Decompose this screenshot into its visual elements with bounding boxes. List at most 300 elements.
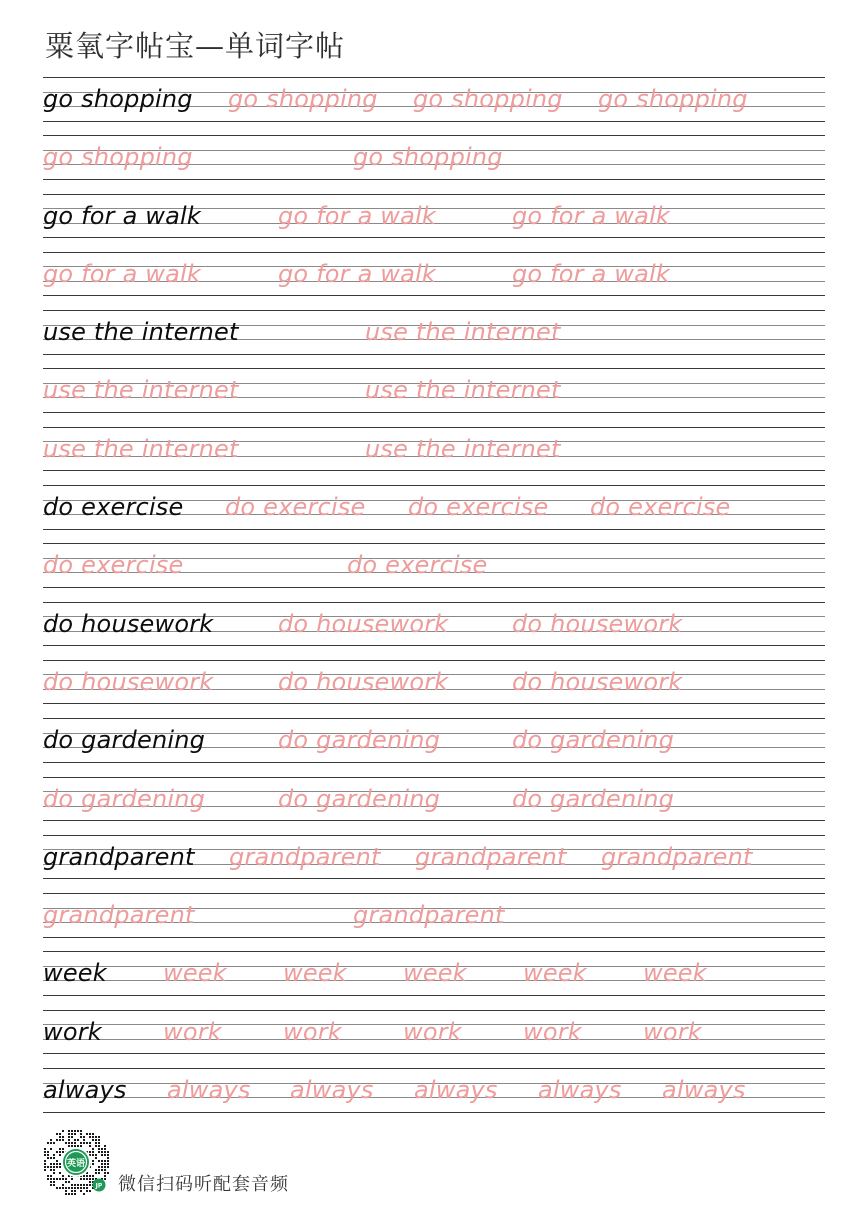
trace-word: go for a walk: [512, 201, 671, 230]
writing-row: [43, 194, 825, 252]
writing-row: [43, 602, 825, 660]
ruling-line: [43, 660, 825, 661]
qr-module: [80, 1145, 82, 1147]
qr-module: [107, 1172, 109, 1174]
ruling-line: [43, 878, 825, 879]
qr-module: [77, 1145, 79, 1147]
qr-module: [98, 1151, 100, 1153]
qr-module: [59, 1163, 61, 1165]
qr-module: [50, 1169, 52, 1171]
qr-module: [104, 1178, 106, 1180]
trace-word: go for a walk: [278, 201, 437, 230]
qr-module: [83, 1142, 85, 1144]
qr-module: [86, 1184, 88, 1186]
qr-module: [92, 1178, 94, 1180]
qr-module: [107, 1154, 109, 1156]
ruling-line: [43, 470, 825, 471]
qr-module: [98, 1169, 100, 1171]
qr-module: [56, 1151, 58, 1153]
qr-module: [50, 1178, 52, 1180]
qr-module: [101, 1151, 103, 1153]
qr-module: [77, 1187, 79, 1189]
qr-module: [65, 1181, 67, 1183]
qr-module: [56, 1178, 58, 1180]
qr-module: [44, 1163, 46, 1165]
qr-module: [44, 1169, 46, 1171]
qr-module: [107, 1166, 109, 1168]
trace-word: go shopping: [43, 143, 193, 172]
writing-row: [43, 718, 825, 776]
qr-module: [68, 1142, 70, 1144]
writing-row: [43, 485, 825, 543]
writing-row: [43, 1068, 825, 1126]
qr-module: [44, 1166, 46, 1168]
qr-module: [71, 1142, 73, 1144]
qr-module: [95, 1139, 97, 1141]
trace-word: go shopping: [598, 85, 748, 113]
qr-module: [74, 1193, 76, 1195]
qr-module: [56, 1166, 58, 1168]
qr-badge-label: 英语: [66, 1159, 86, 1169]
qr-module: [107, 1163, 109, 1165]
qr-module: [71, 1136, 73, 1138]
qr-module: [95, 1169, 97, 1171]
model-word: week: [43, 959, 107, 988]
ruling-line: [43, 820, 825, 821]
qr-module: [59, 1178, 61, 1180]
qr-module: [68, 1193, 70, 1195]
qr-module: [71, 1193, 73, 1195]
trace-word: do housework: [512, 609, 683, 638]
qr-module: [65, 1190, 67, 1192]
qr-module: [44, 1148, 46, 1150]
trace-word: work: [283, 1017, 342, 1046]
qr-module: [50, 1184, 52, 1186]
ruling-line: [43, 368, 825, 369]
model-word: do gardening: [43, 726, 206, 755]
qr-module: [53, 1169, 55, 1171]
trace-word: do gardening: [512, 726, 675, 755]
qr-module: [89, 1136, 91, 1138]
qr-module: [59, 1151, 61, 1153]
qr-module: [83, 1187, 85, 1189]
qr-module: [47, 1142, 49, 1144]
trace-word: use the internet: [43, 376, 239, 405]
qr-module: [56, 1160, 58, 1162]
trace-word: week: [523, 959, 587, 988]
scan-instruction-text: 微信扫码听配套音频: [118, 1174, 289, 1195]
ruling-line: [43, 951, 825, 952]
qr-module: [104, 1154, 106, 1156]
qr-module: [98, 1160, 100, 1162]
qr-module: [77, 1184, 79, 1186]
qr-module: [104, 1163, 106, 1165]
ruling-line: [43, 121, 825, 122]
trace-word: use the internet: [365, 318, 561, 347]
qr-module: [95, 1145, 97, 1147]
qr-module: [104, 1169, 106, 1171]
qr-module: [62, 1187, 64, 1189]
ruling-line: [43, 194, 825, 195]
qr-module: [89, 1190, 91, 1192]
ruling-line: [43, 703, 825, 704]
qr-module: [44, 1151, 46, 1153]
qr-module: [56, 1133, 58, 1135]
qr-module: [56, 1139, 58, 1141]
qr-module: [59, 1133, 61, 1135]
qr-module: [59, 1187, 61, 1189]
page-title: 粟氧字帖宝—单词字帖: [45, 29, 346, 63]
qr-module: [98, 1148, 100, 1150]
qr-module: [71, 1145, 73, 1147]
trace-word: go for a walk: [43, 259, 202, 288]
ruling-line: [43, 252, 825, 253]
ruling-line: [43, 937, 825, 938]
qr-module: [65, 1187, 67, 1189]
qr-module: [77, 1130, 79, 1132]
qr-module: [56, 1163, 58, 1165]
ruling-line: [43, 310, 825, 311]
qr-module: [74, 1130, 76, 1132]
qr-module: [59, 1166, 61, 1168]
qr-module: [107, 1157, 109, 1159]
qr-module: [59, 1136, 61, 1138]
trace-word: always: [290, 1076, 374, 1105]
qr-module: [83, 1193, 85, 1195]
qr-module: [47, 1178, 49, 1180]
trace-word: do housework: [278, 609, 449, 638]
qr-module: [68, 1187, 70, 1189]
writing-row: [43, 543, 825, 601]
ruling-line: [43, 295, 825, 296]
qr-module: [50, 1175, 52, 1177]
trace-word: use the internet: [43, 434, 239, 463]
qr-module: [92, 1175, 94, 1177]
qr-module: [80, 1190, 82, 1192]
qr-module: [53, 1163, 55, 1165]
qr-module: [104, 1172, 106, 1174]
writing-row: [43, 1010, 825, 1068]
writing-row: [43, 777, 825, 835]
qr-module: [53, 1142, 55, 1144]
qr-module: [59, 1148, 61, 1150]
qr-module: [50, 1163, 52, 1165]
qr-module: [50, 1181, 52, 1183]
qr-module: [68, 1136, 70, 1138]
trace-word: grandparent: [353, 901, 505, 930]
qr-module: [98, 1142, 100, 1144]
qr-module: [80, 1130, 82, 1132]
qr-module: [86, 1175, 88, 1177]
model-word: grandparent: [43, 842, 195, 871]
qr-module: [92, 1136, 94, 1138]
qr-module: [89, 1181, 91, 1183]
model-word: go for a walk: [43, 201, 202, 230]
model-word: go shopping: [43, 85, 193, 113]
trace-word: do exercise: [225, 493, 366, 522]
qr-module: [86, 1142, 88, 1144]
trace-word: go shopping: [228, 85, 378, 113]
qr-module: [44, 1160, 46, 1162]
qr-module: [80, 1178, 82, 1180]
qr-module: [98, 1172, 100, 1174]
copybook-sheet: [43, 77, 825, 1113]
qr-module: [74, 1190, 76, 1192]
qr-module: [68, 1145, 70, 1147]
trace-word: grandparent: [43, 901, 195, 930]
qr-module: [71, 1178, 73, 1180]
trace-word: do exercise: [408, 493, 549, 522]
qr-module: [59, 1139, 61, 1141]
trace-word: do gardening: [512, 784, 675, 813]
writing-row: [43, 252, 825, 310]
qr-module: [92, 1148, 94, 1150]
qr-module: [50, 1166, 52, 1168]
trace-word: do exercise: [590, 493, 731, 522]
qr-module: [62, 1151, 64, 1153]
qr-module: [83, 1178, 85, 1180]
ruling-line: [43, 645, 825, 646]
trace-word: go shopping: [413, 85, 563, 113]
ruling-line: [43, 1112, 825, 1113]
trace-word: always: [414, 1076, 498, 1105]
qr-module: [68, 1130, 70, 1132]
qr-module: [95, 1157, 97, 1159]
writing-row: [43, 893, 825, 951]
trace-word: always: [662, 1076, 746, 1105]
qr-module: [101, 1160, 103, 1162]
trace-word: do gardening: [278, 726, 441, 755]
qr-module: [92, 1133, 94, 1135]
qr-module: [50, 1157, 52, 1159]
qr-module: [71, 1130, 73, 1132]
qr-module: [95, 1136, 97, 1138]
qr-module: [62, 1148, 64, 1150]
ruling-line: [43, 77, 825, 78]
qr-module: [98, 1139, 100, 1141]
qr-module: [80, 1184, 82, 1186]
model-word: always: [43, 1076, 127, 1105]
qr-module: [95, 1172, 97, 1174]
qr-module: [89, 1142, 91, 1144]
qr-module: [68, 1133, 70, 1135]
qr-module: [80, 1133, 82, 1135]
qr-module: [92, 1151, 94, 1153]
trace-word: go shopping: [353, 143, 503, 172]
qr-module: [74, 1133, 76, 1135]
ruling-line: [43, 427, 825, 428]
trace-word: do housework: [512, 667, 683, 696]
qr-corner-label: JP: [95, 1182, 103, 1190]
qr-module: [101, 1169, 103, 1171]
ruling-line: [43, 718, 825, 719]
trace-word: do gardening: [278, 784, 441, 813]
writing-row: [43, 310, 825, 368]
qr-module: [89, 1145, 91, 1147]
qr-module: [74, 1187, 76, 1189]
writing-row: [43, 660, 825, 718]
trace-word: week: [283, 959, 347, 988]
qr-module: [98, 1166, 100, 1168]
trace-word: week: [163, 959, 227, 988]
trace-word: go for a walk: [278, 259, 437, 288]
qr-module: [104, 1175, 106, 1177]
qr-module: [71, 1133, 73, 1135]
trace-word: go for a walk: [512, 259, 671, 288]
qr-module: [71, 1187, 73, 1189]
ruling-line: [43, 237, 825, 238]
qr-module: [71, 1190, 73, 1192]
qr-module: [107, 1151, 109, 1153]
qr-module: [59, 1172, 61, 1174]
trace-word: do exercise: [43, 551, 184, 580]
ruling-line: [43, 762, 825, 763]
qr-module: [65, 1193, 67, 1195]
qr-module: [65, 1178, 67, 1180]
qr-module: [47, 1151, 49, 1153]
qr-module: [95, 1142, 97, 1144]
model-word: use the internet: [43, 318, 239, 347]
qr-module: [62, 1130, 64, 1132]
trace-word: work: [643, 1017, 702, 1046]
trace-word: work: [523, 1017, 582, 1046]
ruling-line: [43, 1010, 825, 1011]
ruling-line: [43, 135, 825, 136]
qr-module: [47, 1175, 49, 1177]
qr-module: [53, 1184, 55, 1186]
writing-row: [43, 427, 825, 485]
qr-module: [95, 1154, 97, 1156]
qr-module: [62, 1184, 64, 1186]
qr-module: [50, 1148, 52, 1150]
qr-module: [77, 1139, 79, 1141]
qr-module: [86, 1178, 88, 1180]
trace-word: week: [643, 959, 707, 988]
trace-word: do housework: [278, 667, 449, 696]
model-word: work: [43, 1017, 102, 1046]
trace-word: always: [538, 1076, 622, 1105]
qr-module: [80, 1136, 82, 1138]
writing-row: [43, 368, 825, 426]
qr-module: [92, 1139, 94, 1141]
qr-module: [62, 1175, 64, 1177]
qr-module: [47, 1166, 49, 1168]
qr-module: [50, 1139, 52, 1141]
qr-module: [104, 1166, 106, 1168]
qr-module: [104, 1151, 106, 1153]
qr-module: [53, 1181, 55, 1183]
trace-word: always: [167, 1076, 251, 1105]
qr-module: [98, 1136, 100, 1138]
qr-module: [74, 1142, 76, 1144]
qr-module: [44, 1154, 46, 1156]
qr-module: [56, 1187, 58, 1189]
ruling-line: [43, 777, 825, 778]
qr-module: [101, 1148, 103, 1150]
qr-module: [50, 1142, 52, 1144]
model-word: do housework: [43, 609, 214, 638]
qr-module: [62, 1139, 64, 1141]
ruling-line: [43, 602, 825, 603]
ruling-line: [43, 543, 825, 544]
writing-row: [43, 77, 825, 135]
writing-row: [43, 135, 825, 193]
qr-module: [104, 1145, 106, 1147]
qr-module: [53, 1157, 55, 1159]
qr-module: [68, 1181, 70, 1183]
qr-module: [80, 1142, 82, 1144]
ruling-line: [43, 354, 825, 355]
qr-module: [107, 1160, 109, 1162]
qr-module: [83, 1139, 85, 1141]
trace-word: do exercise: [347, 551, 488, 580]
qr-module: [53, 1172, 55, 1174]
qr-module: [83, 1136, 85, 1138]
qr-module: [74, 1145, 76, 1147]
qr-module: [92, 1163, 94, 1165]
ruling-line: [43, 179, 825, 180]
qr-module: [104, 1148, 106, 1150]
qr-module: [89, 1178, 91, 1180]
qr-code-icon[interactable]: [40, 1126, 112, 1198]
ruling-line: [43, 587, 825, 588]
ruling-line: [43, 893, 825, 894]
qr-module: [59, 1154, 61, 1156]
qr-module: [101, 1163, 103, 1165]
ruling-line: [43, 995, 825, 996]
qr-module: [92, 1160, 94, 1162]
qr-module: [86, 1187, 88, 1189]
model-word: do exercise: [43, 493, 184, 522]
ruling-line: [43, 529, 825, 530]
trace-word: do housework: [43, 667, 214, 696]
trace-word: grandparent: [601, 842, 753, 871]
qr-module: [98, 1145, 100, 1147]
writing-row: [43, 835, 825, 893]
qr-module: [89, 1151, 91, 1153]
qr-module: [62, 1178, 64, 1180]
qr-module: [74, 1139, 76, 1141]
qr-module: [62, 1136, 64, 1138]
qr-module: [83, 1184, 85, 1186]
qr-module: [89, 1175, 91, 1177]
trace-word: work: [163, 1017, 222, 1046]
ruling-line: [43, 485, 825, 486]
qr-module: [101, 1154, 103, 1156]
qr-module: [47, 1157, 49, 1159]
trace-word: grandparent: [229, 842, 381, 871]
trace-word: use the internet: [365, 434, 561, 463]
ruling-line: [43, 835, 825, 836]
qr-module: [101, 1166, 103, 1168]
qr-module: [53, 1154, 55, 1156]
qr-module: [68, 1139, 70, 1141]
qr-module: [47, 1154, 49, 1156]
ruling-line: [43, 1053, 825, 1054]
qr-module: [65, 1142, 67, 1144]
writing-row: [43, 951, 825, 1009]
qr-module: [80, 1187, 82, 1189]
qr-module: [74, 1184, 76, 1186]
qr-module: [71, 1184, 73, 1186]
qr-module: [89, 1133, 91, 1135]
trace-word: work: [403, 1017, 462, 1046]
qr-module: [92, 1154, 94, 1156]
qr-module: [86, 1190, 88, 1192]
ruling-line: [43, 412, 825, 413]
trace-word: do gardening: [43, 784, 206, 813]
qr-module: [86, 1133, 88, 1135]
